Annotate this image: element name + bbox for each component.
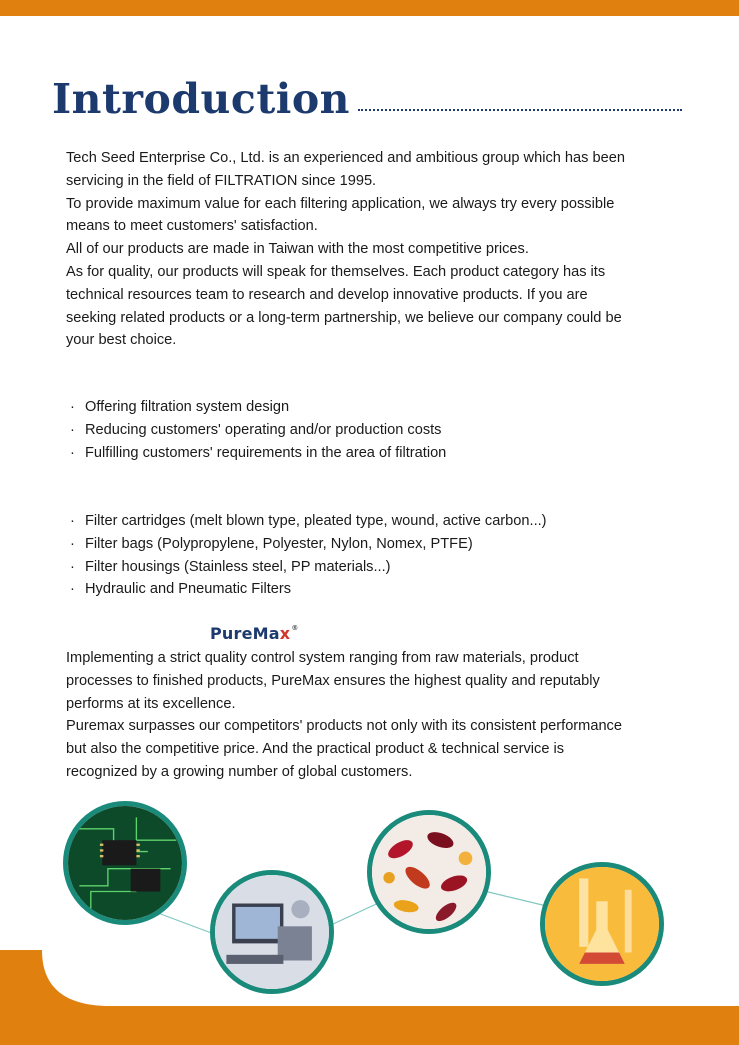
list-item-text: Filter housings (Stainless steel, PP materials...): [85, 558, 391, 575]
registered-mark: ®: [291, 624, 299, 632]
section-heading-target: [58, 373, 150, 395]
section-heading-label: Product: [66, 488, 131, 507]
title-row: [52, 68, 682, 123]
bullet-icon: ·: [70, 581, 75, 598]
computer-equipment-photo-icon: [210, 870, 334, 994]
list-item-text: Filter bags (Polypropylene, Polyester, Nylon, Nomex, PTFE): [85, 535, 473, 552]
list-item-text: Offering filtration system design: [85, 399, 290, 415]
bullet-icon: ·: [70, 535, 75, 552]
page-title: Introduction: [52, 75, 350, 123]
intro-line: To provide maximum value for each filtering application, we always try every possible: [66, 195, 615, 212]
section-heading-product: [58, 487, 164, 509]
section-heading-label: Target: [66, 374, 117, 393]
bullet-icon: ·: [70, 513, 75, 529]
brand-line: recognized by a growing number of global customers.: [66, 763, 413, 780]
title-dotted-rule: [358, 109, 682, 111]
intro-line: servicing in the field of FILTRATION since 1995.: [66, 172, 377, 189]
intro-line: your best choice.: [66, 332, 177, 349]
list-item-text: Hydraulic and Pneumatic Filters: [85, 581, 292, 598]
brand-line: performs at its excellence.: [66, 695, 236, 712]
list-item: [70, 533, 690, 556]
section-heading-label: Brand Name: [66, 624, 167, 643]
puremax-logo: [210, 624, 299, 643]
list-item: [70, 510, 690, 533]
brand-line: Implementing a strict quality control system ranging from raw materials, product: [66, 650, 579, 666]
photo-strip: [0, 790, 739, 1005]
intro-line: Tech Seed Enterprise Co., Ltd. is an experienced and ambitious group which has been: [66, 150, 625, 166]
section-heading-brand-name: [58, 623, 201, 645]
intro-line: All of our products are made in Taiwan with the most competitive prices.: [66, 241, 529, 258]
bullet-icon: ·: [70, 421, 75, 438]
list-item: [70, 396, 690, 419]
bullet-icon: ·: [70, 444, 75, 461]
capsules-photo-icon: [367, 810, 491, 934]
intro-paragraph: [66, 147, 686, 352]
brand-line: but also the competitive price. And the practical product & technical service is: [66, 741, 565, 758]
intro-line: means to meet customers' satisfaction.: [66, 218, 318, 235]
list-item-text: Filter cartridges (melt blown type, pleated type, wound, active carbon...): [85, 513, 547, 529]
brand-paragraph: [66, 647, 686, 784]
circuit-board-photo-icon: [63, 801, 187, 925]
list-item: [70, 578, 690, 601]
logo-text: PureMa: [210, 624, 280, 643]
brand-line: Puremax surpasses our competitors' products not only with its consistent performance: [66, 718, 622, 735]
product-list: [70, 510, 690, 601]
list-item-text: Fulfilling customers' requirements in the area of filtration: [85, 444, 447, 461]
target-list: [70, 396, 690, 464]
lab-glassware-photo-icon: [540, 862, 664, 986]
list-item: [70, 556, 690, 579]
logo-x: x: [279, 624, 291, 643]
bullet-icon: ·: [70, 399, 75, 415]
list-item-text: Reducing customers' operating and/or production costs: [85, 421, 442, 438]
list-item: [70, 419, 690, 442]
list-item: [70, 442, 690, 465]
bullet-icon: ·: [70, 558, 75, 575]
intro-line: seeking related products or a long-term partnership, we believe our company could be: [66, 309, 622, 326]
intro-line: As for quality, our products will speak for themselves. Each product category has its: [66, 263, 606, 280]
brand-line: processes to finished products, PureMax ensures the highest quality and reputably: [66, 672, 600, 689]
intro-line: technical resources team to research and develop innovative products. If you are: [66, 286, 588, 303]
top-orange-bar: [0, 0, 739, 16]
